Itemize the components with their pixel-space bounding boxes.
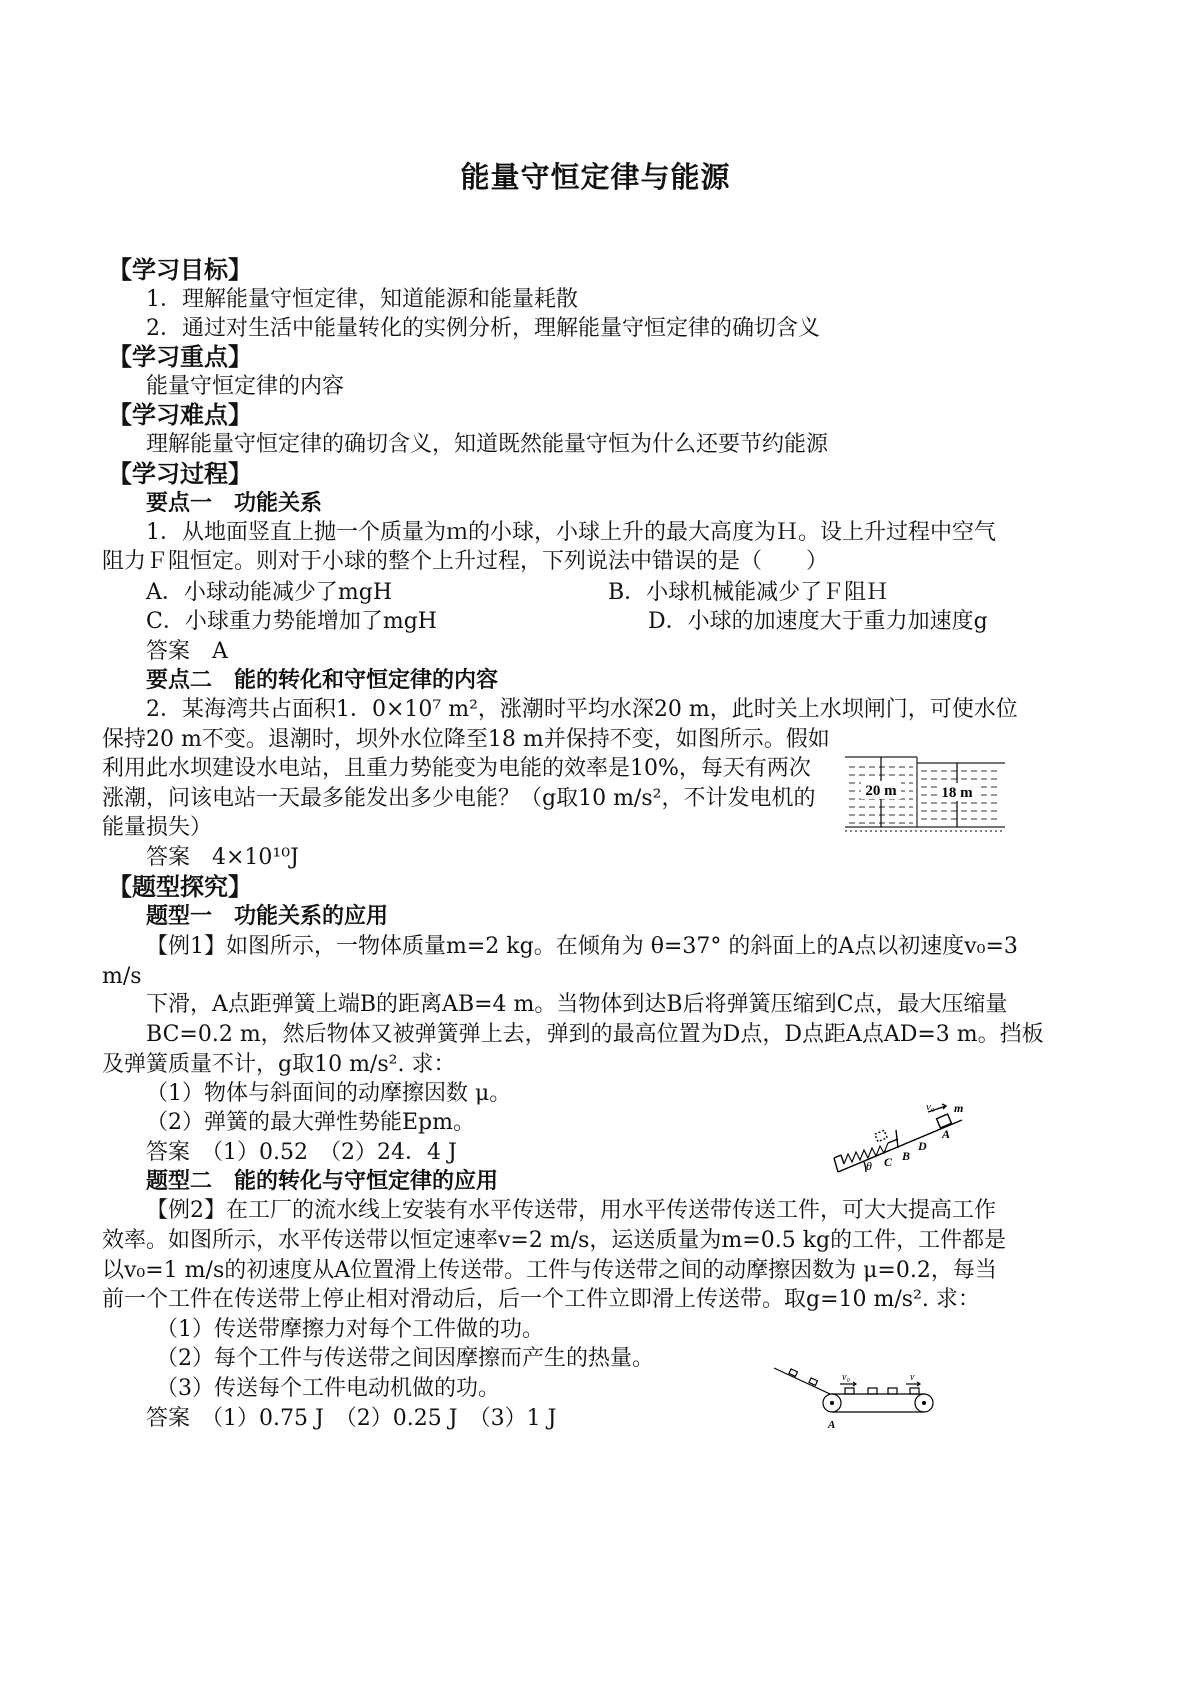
subheading-point-1: 要点一 功能关系 — [146, 491, 323, 516]
conveyor-v0-label: v₀ — [842, 1372, 850, 1383]
question-1-line-1: 1．从地面竖直上抛一个质量为ｍ的小球，小球上升的最大高度为Ｈ。设上升过程中空气 — [146, 520, 996, 545]
option-a: A．小球动能减少了mgH — [146, 580, 393, 605]
example-2-q1: （1）传送带摩擦力对每个工件做的功。 — [156, 1317, 544, 1342]
dam-water-level-figure — [845, 745, 1005, 835]
answer-1: 答案 A — [146, 639, 228, 664]
incline-v0-label: v₀ — [926, 1101, 935, 1113]
conveyor-belt-figure — [770, 1360, 940, 1435]
section-heading-difficulties: 【学习难点】 — [108, 401, 252, 429]
example-1-line-3: 下滑，A点距弹簧上端B的距离AB=4 m。当物体到达B后将弹簧压缩到C点，最大压缩量 — [146, 992, 1008, 1017]
difficulty-text: 理解能量守恒定律的确切含义，知道既然能量守恒为什么还要节约能源 — [146, 432, 829, 457]
point-c-label: C — [884, 1155, 893, 1169]
example-1-line-1: 【例1】如图所示，一物体质量m=2 kg。在倾角为 θ=37° 的斜面上的A点以初速度v₀=3 — [146, 934, 1018, 959]
question-1-line-2: 阻力Ｆ阻恒定。则对于小球的整个上升过程，下列说法中错误的是（ ） — [102, 549, 829, 574]
example-2-q3: （3）传送每个工件电动机做的功。 — [156, 1376, 500, 1401]
question-2-line-3: 利用此水坝建设水电站，且重力势能变为电能的效率是10%，每天有两次 — [102, 756, 811, 781]
example-1-q2: （2）弹簧的最大弹性势能Epm。 — [146, 1110, 476, 1135]
incline-spring-figure — [828, 1098, 978, 1180]
page-title: 能量守恒定律与能源 — [460, 160, 731, 194]
objective-item-1: 1．理解能量守恒定律，知道能源和能量耗散 — [146, 287, 578, 312]
question-2-line-5: 能量损失） — [102, 815, 213, 840]
dam-outer-depth-label: 18 m — [941, 785, 973, 801]
example-2-q2: （2）每个工件与传送带之间因摩擦而产生的热量。 — [156, 1346, 654, 1371]
option-d: D．小球的加速度大于重力加速度g — [648, 609, 988, 634]
section-heading-objectives: 【学习目标】 — [108, 256, 252, 284]
dam-inner-depth-label: 20 m — [865, 783, 897, 799]
section-heading-key-points: 【学习重点】 — [108, 343, 252, 371]
conveyor-v-label: v — [910, 1372, 915, 1383]
example-1-q1: （1）物体与斜面间的动摩擦因数 μ。 — [146, 1081, 512, 1106]
example-2-line-3: 以v₀=1 m/s的初速度从A位置滑上传送带。工件与传送带之间的动摩擦因数为 μ=0.2，每当 — [102, 1258, 997, 1283]
example-2-line-2: 效率。如图所示，水平传送带以恒定速率v=2 m/s，运送质量为m=0.5 kg的工件，工件都是 — [102, 1228, 1007, 1253]
question-2-line-4: 涨潮，问该电站一天最多能发出多少电能？（g取10 m/s²，不计发电机的 — [102, 786, 816, 811]
option-c: C．小球重力势能增加了mgH — [146, 609, 437, 634]
key-point-text: 能量守恒定律的内容 — [146, 374, 345, 399]
incline-mass-label: m — [954, 1101, 964, 1115]
subheading-point-2: 要点二 能的转化和守恒定律的内容 — [146, 668, 499, 693]
subheading-type-1: 题型一 功能关系的应用 — [146, 904, 389, 929]
answer-example-2: 答案 （1）0.75 J （2）0.25 J （3）1 J — [146, 1406, 557, 1431]
answer-2: 答案 4×10¹⁰J — [146, 845, 299, 870]
section-heading-explore: 【题型探究】 — [108, 873, 252, 901]
example-1-line-2: m/s — [102, 964, 142, 989]
question-2-line-1: 2．某海湾共占面积1．0×10⁷ m²，涨潮时平均水深20 m，此时关上水坝闸门，可使水位 — [146, 697, 1018, 722]
angle-theta-label: θ — [866, 1159, 872, 1173]
example-1-line-5: 及弹簧质量不计，g取10 m/s². 求： — [102, 1052, 456, 1077]
question-2-line-2: 保持20 m不变。退潮时，坝外水位降至18 m并保持不变，如图所示。假如 — [102, 727, 830, 752]
option-b: B．小球机械能减少了Ｆ阻Ｈ — [608, 580, 889, 605]
example-1-line-4: BC=0.2 m，然后物体又被弹簧弹上去，弹到的最高位置为D点，D点距A点AD=3 m。挡板 — [146, 1022, 1044, 1047]
point-d-label: D — [918, 1139, 927, 1153]
conveyor-point-a-label: A — [828, 1419, 836, 1431]
point-a-label: A — [942, 1127, 951, 1141]
objective-item-2: 2．通过对生活中能量转化的实例分析，理解能量守恒定律的确切含义 — [146, 316, 820, 341]
section-heading-process: 【学习过程】 — [108, 460, 252, 488]
example-2-line-4: 前一个工件在传送带上停止相对滑动后，后一个工件立即滑上传送带。取g=10 m/s². 求： — [102, 1287, 980, 1312]
answer-example-1: 答案 （1）0.52 （2）24．4 J — [146, 1140, 457, 1165]
subheading-type-2: 题型二 能的转化与守恒定律的应用 — [146, 1169, 499, 1194]
point-b-label: B — [902, 1149, 911, 1163]
example-2-line-1: 【例2】在工厂的流水线上安装有水平传送带，用水平传送带传送工件，可大大提高工作 — [146, 1198, 996, 1223]
